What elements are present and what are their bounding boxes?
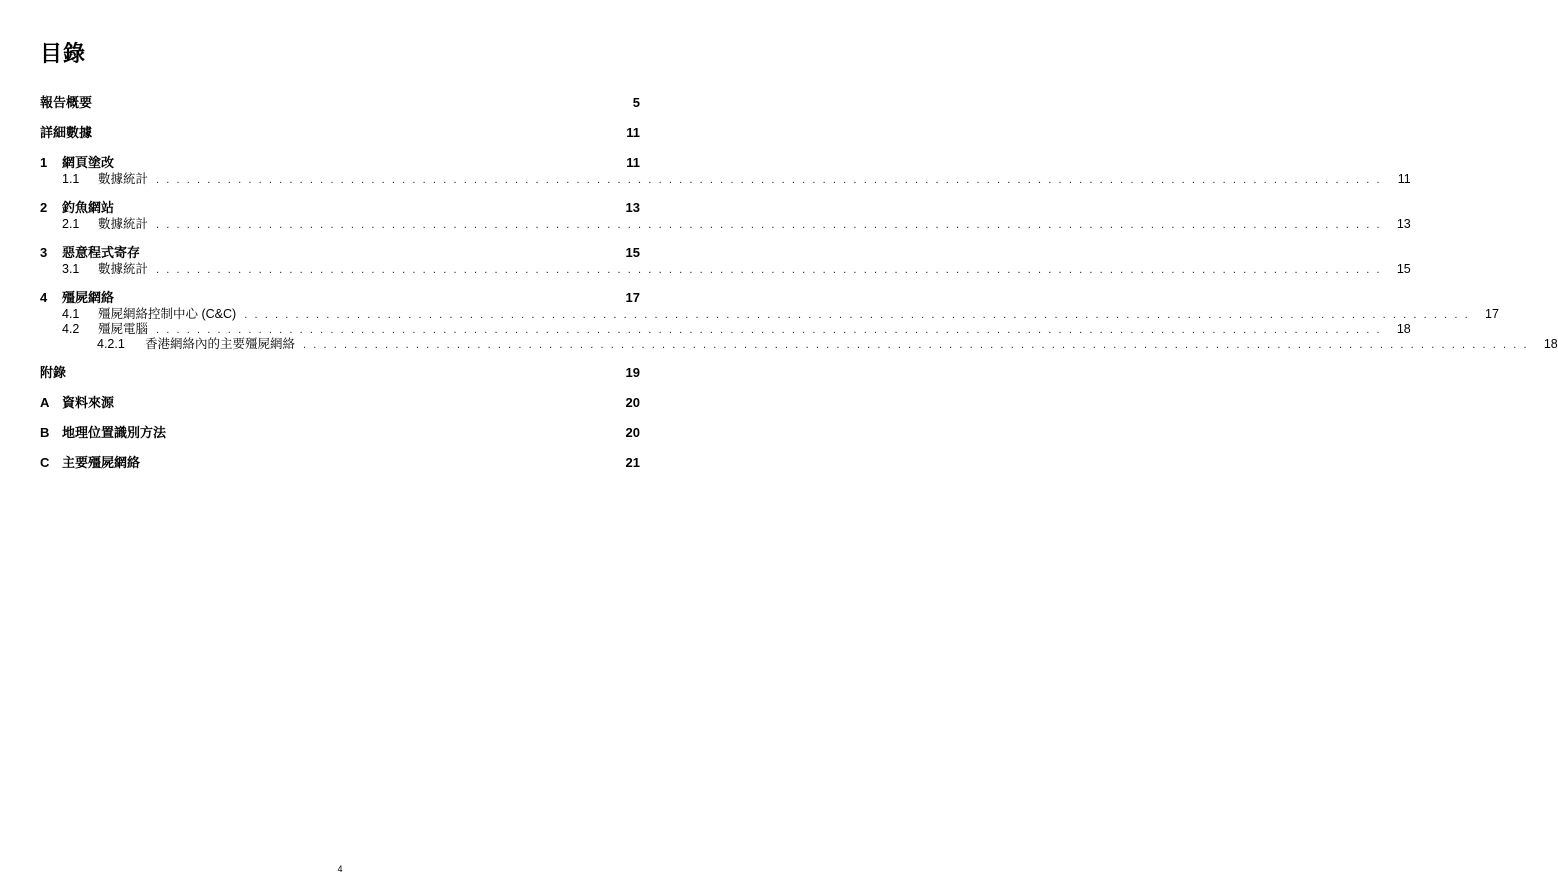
dot-leader: ........................................................................................................................ [156,324,1387,336]
toc-subentry[interactable] [40,334,1558,351]
toc-heading: 目錄 [40,41,87,66]
toc-entry[interactable] [40,242,640,259]
toc-section [40,287,1558,351]
toc-entry-title: 釣魚網站 [62,200,115,215]
dot-leader: ........................................................................................................................ [303,339,1534,351]
toc-subentry-page: 18 [1396,322,1411,336]
toc-entry[interactable] [40,92,640,109]
toc-section [40,392,640,409]
toc-subentry[interactable] [40,304,1499,321]
toc-section [40,422,640,439]
dot-leader: ........................................................................................................................ [244,309,1475,321]
toc-entry[interactable] [40,422,640,439]
toc-entry[interactable] [40,392,640,409]
toc-section [40,362,640,379]
toc-entry-number: C [40,455,50,470]
toc-subentry-page: 11 [1397,172,1411,186]
dot-leader: ........................................................................................................................ [156,219,1387,231]
toc-subentry-title: 香港網絡內的主要殭屍網絡 [145,337,296,351]
toc-entry-number: 2 [40,200,48,215]
toc-entry-page: 19 [625,365,640,380]
toc-entry-title: 報告概要 [40,95,93,110]
toc-entry-page: 20 [625,395,640,410]
toc-subentry-page: 18 [1543,337,1558,351]
toc-subentry-title: 殭屍電腦 [98,322,149,336]
table-of-contents [40,92,1558,482]
toc-subentry[interactable] [40,214,1411,231]
toc-subentry[interactable] [40,319,1411,336]
toc-entry-page: 17 [625,290,640,305]
toc-section [40,452,640,469]
toc-entry-number: A [40,395,50,410]
toc-section [40,122,640,139]
toc-subentry[interactable] [40,259,1411,276]
toc-subentry-page: 13 [1396,217,1411,231]
toc-entry-title: 詳細數據 [40,125,93,140]
toc-entry-title: 惡意程式寄存 [62,245,141,260]
toc-entry-number: B [40,425,50,440]
toc-subentry-page: 15 [1396,262,1411,276]
toc-subentry-number: 2.1 [62,217,80,231]
toc-subentry-number: 4.2 [62,322,80,336]
dot-leader: ........................................................................................................................ [156,264,1387,276]
toc-entry-title: 地理位置識別方法 [62,425,167,440]
toc-entry-page: 20 [625,425,640,440]
toc-subentry-number: 1.1 [62,172,80,186]
toc-section [40,152,1411,186]
toc-section [40,92,640,109]
toc-entry-title: 網頁塗改 [62,155,115,170]
toc-entry[interactable] [40,122,640,139]
toc-entry[interactable] [40,452,640,469]
toc-entry[interactable] [40,287,640,304]
page-number: 4 [337,864,343,874]
toc-subentry-title: 數據統計 [98,217,149,231]
toc-entry-page: 11 [626,155,640,170]
dot-leader: ........................................................................................................................ [156,174,1387,186]
toc-entry-number: 1 [40,155,48,170]
toc-entry-title: 殭屍網絡 [62,290,115,305]
toc-entry-page: 21 [625,455,640,470]
toc-entry[interactable] [40,152,640,169]
toc-subentry-title: 數據統計 [98,262,149,276]
toc-entry-page: 13 [625,200,640,215]
toc-section [40,242,1411,276]
toc-entry-page: 15 [625,245,640,260]
toc-entry[interactable] [40,197,640,214]
toc-subentry-title: 數據統計 [98,172,149,186]
toc-subentry-page: 17 [1485,307,1499,321]
toc-entry-title: 資料來源 [62,395,115,410]
toc-subentry-title: 殭屍網絡控制中心 (C&C) [98,307,237,321]
toc-subentry[interactable] [40,169,1411,186]
toc-entry-page: 5 [632,95,640,110]
toc-subentry-number: 3.1 [62,262,80,276]
toc-entry-title: 附錄 [40,365,67,380]
toc-subentry-number: 4.2.1 [97,337,125,351]
toc-subentry-number: 4.1 [62,307,80,321]
toc-entry-number: 4 [40,290,48,305]
toc-entry-title: 主要殭屍網絡 [62,455,141,470]
toc-entry-page: 11 [626,125,640,140]
toc-entry-number: 3 [40,245,48,260]
toc-entry[interactable] [40,362,640,379]
toc-section [40,197,1411,231]
